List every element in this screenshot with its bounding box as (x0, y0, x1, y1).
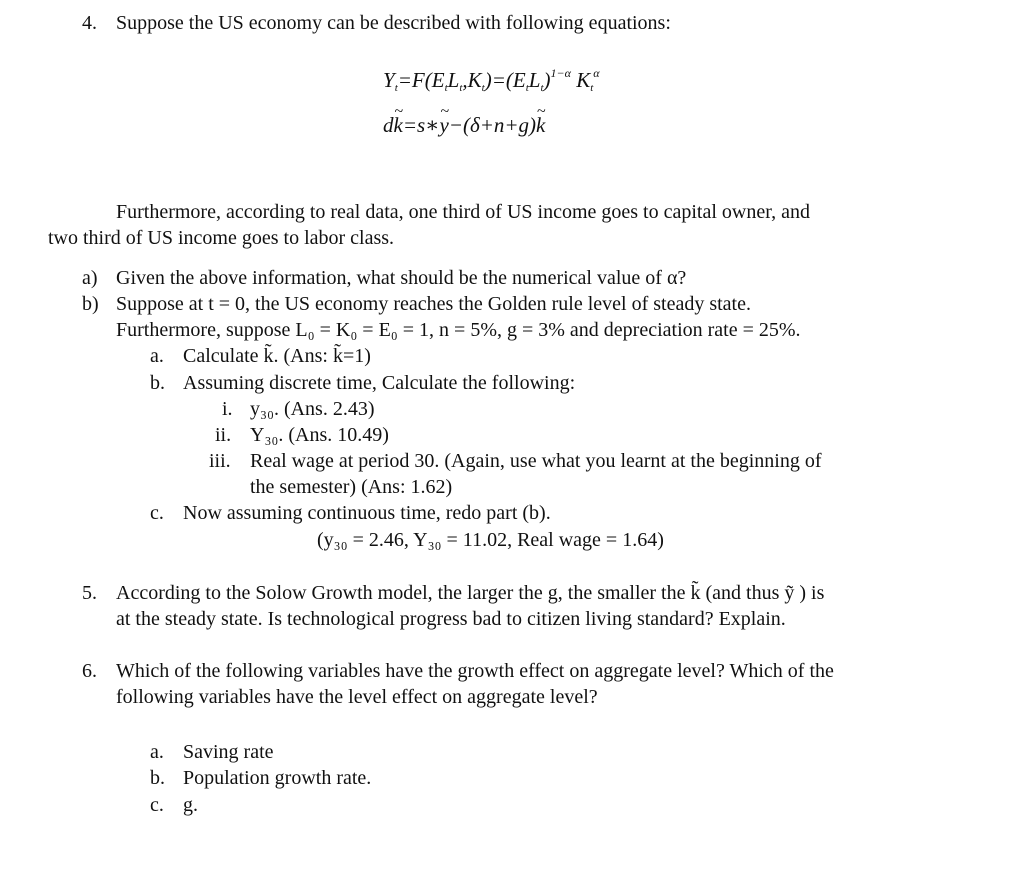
q5-line2: at the steady state. Is technological progress bad to citizen living standard? Explain. (116, 608, 786, 630)
q4-number: 4. (82, 12, 97, 34)
q4b-label: b) (82, 293, 99, 315)
q6-item-text: Population growth rate. (183, 767, 372, 789)
q4bbii-label: ii. (215, 424, 232, 446)
q4bbiii-text-line2: the semester) (Ans: 1.62) (250, 476, 453, 498)
q4-intro: Suppose the US economy can be described with following equations: (116, 12, 671, 34)
q4a-text: Given the above information, what should be the numerical value of α? (116, 267, 687, 289)
q6-item-text: Saving rate (183, 741, 274, 763)
q4bb-text: Assuming discrete time, Calculate the following: (183, 372, 576, 394)
q6-item-label: a. (150, 741, 164, 763)
q4bbii-text: Y₃₀. (Ans. 10.49) (250, 424, 389, 446)
equation-production-function (383, 60, 600, 93)
equation-capital-accumulation (383, 112, 545, 138)
q4b-text-line2: Furthermore, suppose L₀ = K₀ = E₀ = 1, n = 5%, g = 3% and depreciation rate = 25%. (116, 319, 801, 341)
q4bb-label: b. (150, 372, 165, 394)
q4-paragraph-line2: two third of US income goes to labor class. (48, 227, 395, 249)
q4b-text-line1: Suppose at t = 0, the US economy reaches the Golden rule level of steady state. (116, 293, 751, 315)
q6-item-text: g. (183, 794, 198, 816)
equation-production-function-text: $Y_t=F(E_tL_t,K_t)=(E_tL_t)^{1-\alpha}$ $K_t^\alpha$ (383, 66, 600, 94)
q4-paragraph-line1: Furthermore, according to real data, one third of US income goes to capital owner, and (116, 201, 810, 223)
q6-line2: following variables have the level effect on aggregate level? (116, 686, 598, 708)
q6-number: 6. (82, 660, 97, 682)
q6-item-label: b. (150, 767, 165, 789)
q4bbiii-label: iii. (209, 450, 231, 472)
q4bc-text: Now assuming continuous time, redo part (b). (183, 502, 551, 524)
q4bc-answer: (y₃₀ = 2.46, Y₃₀ = 11.02, Real wage = 1.64) (317, 529, 664, 551)
q6-line1: Which of the following variables have the growth effect on aggregate level? Which of the (116, 660, 834, 682)
q6-item-label: c. (150, 794, 164, 816)
q4bbiii-text-line1: Real wage at period 30. (Again, use what you learnt at the beginning of (250, 450, 822, 472)
q4bc-label: c. (150, 502, 164, 524)
q4ba-label: a. (150, 345, 164, 367)
q4a-label: a) (82, 267, 98, 289)
q4bbi-label: i. (222, 398, 233, 420)
q5-line1: According to the Solow Growth model, the larger the g, the smaller the k̃ (and thus ỹ ) is (116, 582, 825, 604)
q5-number: 5. (82, 582, 97, 604)
q4ba-text: Calculate k̃. (Ans: k̃=1) (183, 345, 371, 367)
q4bbi-text: y₃₀. (Ans. 2.43) (250, 398, 375, 420)
equation-capital-accumulation-text: d~ k=s∗~ y−(δ+n+g)~ k (383, 113, 545, 137)
